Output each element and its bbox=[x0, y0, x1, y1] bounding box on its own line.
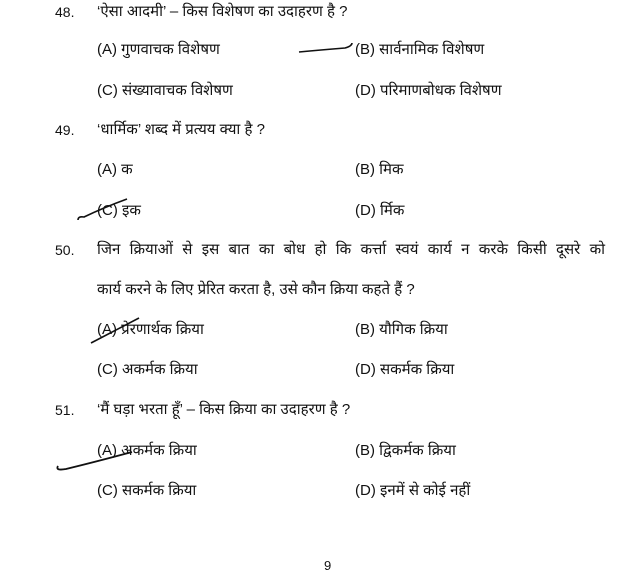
question-text-line2: कार्य करने के लिए प्रेरित करता है, उसे कौन क्रिया कहते हैं ? bbox=[97, 281, 415, 298]
option-c: (C) संख्यावाचक विशेषण bbox=[97, 82, 233, 99]
question-text: ‘मैं घड़ा भरता हूँ’ – किस क्रिया का उदाहरण है ? bbox=[97, 401, 351, 418]
option-b: (B) द्विकर्मक क्रिया bbox=[355, 442, 456, 459]
question-number: 49. bbox=[55, 122, 75, 138]
option-a: (A) क bbox=[97, 161, 133, 178]
question-text: ‘ऐसा आदमी’ – किस विशेषण का उदाहरण है ? bbox=[97, 3, 348, 20]
question-text: जिन क्रियाओं से इस बात का बोध हो कि कर्त्ता स्वयं कार्य न करके किसी दूसरे को bbox=[97, 241, 605, 258]
answer-mark-48 bbox=[299, 43, 352, 52]
option-b: (B) सार्वनामिक विशेषण bbox=[355, 41, 485, 58]
question-number: 51. bbox=[55, 402, 75, 418]
option-b: (B) यौगिक क्रिया bbox=[355, 321, 448, 338]
option-d: (D) सकर्मक क्रिया bbox=[355, 361, 455, 378]
question-number: 48. bbox=[55, 4, 75, 20]
question-text: ‘धार्मिक’ शब्द में प्रत्यय क्या है ? bbox=[97, 121, 265, 138]
option-c: (C) सकर्मक क्रिया bbox=[97, 482, 197, 499]
option-d: (D) परिमाणबोधक विशेषण bbox=[355, 82, 502, 99]
option-c: (C) अकर्मक क्रिया bbox=[97, 361, 198, 378]
option-d: (D) र्मिक bbox=[355, 202, 405, 219]
option-a: (A) प्रेरणार्थक क्रिया bbox=[97, 321, 204, 338]
option-d: (D) इनमें से कोई नहीं bbox=[355, 482, 471, 499]
option-b: (B) मिक bbox=[355, 161, 404, 178]
option-a: (A) गुणवाचक विशेषण bbox=[97, 41, 220, 58]
option-c: (C) इक bbox=[97, 202, 141, 219]
question-number: 50. bbox=[55, 242, 75, 258]
option-a: (A) अकर्मक क्रिया bbox=[97, 442, 197, 459]
page-number: 9 bbox=[324, 558, 332, 573]
